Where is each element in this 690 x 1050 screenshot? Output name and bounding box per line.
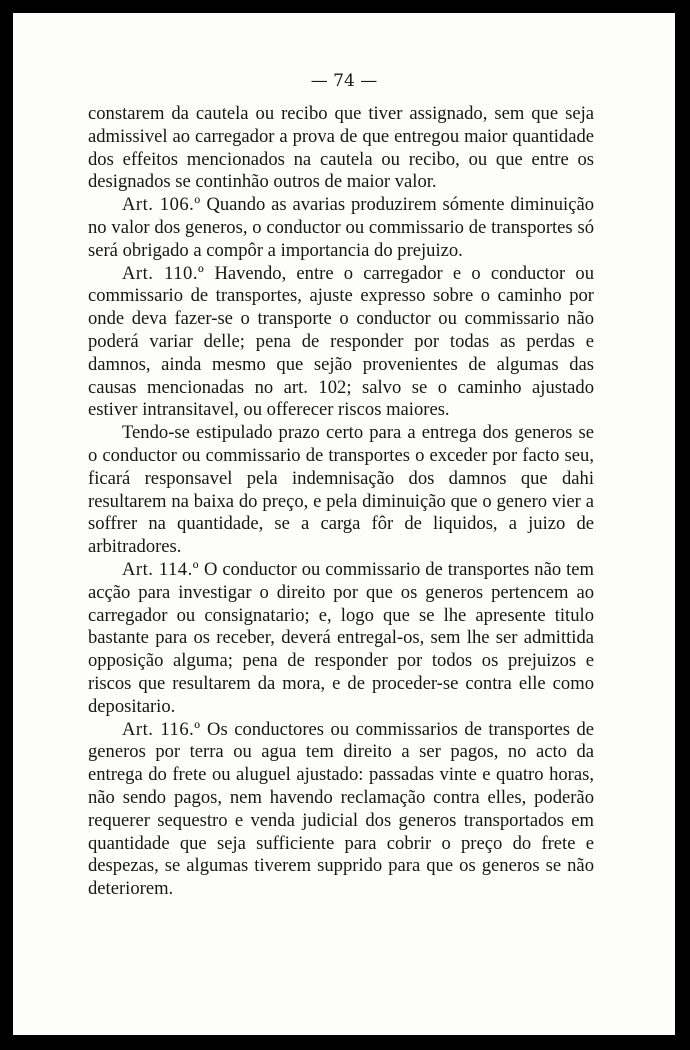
paragraph-text: Quando as avarias produzirem sómente diminuição no valor dos generos, o conductor ou commissario de transportes só será obrigado a compôr a importancia do prejuizo. bbox=[88, 194, 595, 261]
paragraph-text: Os conductores ou commissarios de transportes de generos por terra ou agua tem direito a ser pagos, no acto da entrega do frete ou aluguel ajustado: passadas vinte e quatro horas, não sendo pagos, nem havendo reclamação contra elles, poderão requerer sequestro e venda judicial dos generos transportados em quantidade que seja sufficiente para cobrir o preço do frete e despezas, se algumas tiverem supprido para que os generos se não deteriorem. bbox=[88, 718, 594, 900]
article-label: Art. 106.º bbox=[122, 194, 201, 216]
paragraph-art-110 bbox=[88, 263, 594, 423]
article-label: Art. 116.º bbox=[122, 718, 201, 740]
document-page bbox=[13, 13, 675, 1035]
paragraph-text: O conductor ou commissario de transportes não tem acção para investigar o direito por que os generos pertencem ao carregador ou consignatario; e, logo que se lhe apresente titulo bastante para os receber, deverá entregal-os, sem lhe ser admittida opposição alguma; pena de responder por todos os prejuizos e riscos que resultarem da mora, e de proceder-se contra elle como depositario. bbox=[88, 558, 594, 717]
paragraph-text: Tendo-se estipulado prazo certo para a entrega dos generos se o conductor ou commissario de transportes o exceder por facto seu, ficará responsavel pela indemnisação dos damnos que dahi resultarem na baixa do preço, e pela diminuição que o genero vier a soffrer na quantidade, se a carga fôr de liquidos, a juizo de arbitradores. bbox=[88, 422, 594, 558]
paragraph-art-114 bbox=[88, 559, 594, 719]
paragraph-continuation bbox=[88, 103, 594, 194]
page-number: — 74 — bbox=[310, 71, 378, 91]
paragraph-unnumbered bbox=[88, 422, 594, 559]
paragraph-text: constarem da cautela ou recibo que tiver assignado, sem que seja admissivel ao carregador a prova de que entregou maior quantidade dos effeitos mencionados na cautela ou recibo, ou que entre os designados se continhão outros de maior valor. bbox=[88, 103, 594, 193]
article-label: Art. 110.º bbox=[122, 262, 205, 284]
paragraph-art-116 bbox=[88, 719, 594, 901]
paragraph-art-106 bbox=[88, 194, 594, 262]
body-text bbox=[88, 103, 594, 901]
article-label: Art. 114.º bbox=[122, 558, 200, 580]
paragraph-text: Havendo, entre o carregador e o conductor ou commissario de transportes, ajuste expresso sobre o caminho por onde deva fazer-se o transporte o conductor ou commissario não poderá variar delle; pena de responder por todas as perdas e damnos, ainda mesmo que sejão provenientes de algumas das causas mencionadas no art. 102; salvo se o caminho ajustado estiver intransitavel, ou offerecer riscos maiores. bbox=[88, 262, 595, 421]
